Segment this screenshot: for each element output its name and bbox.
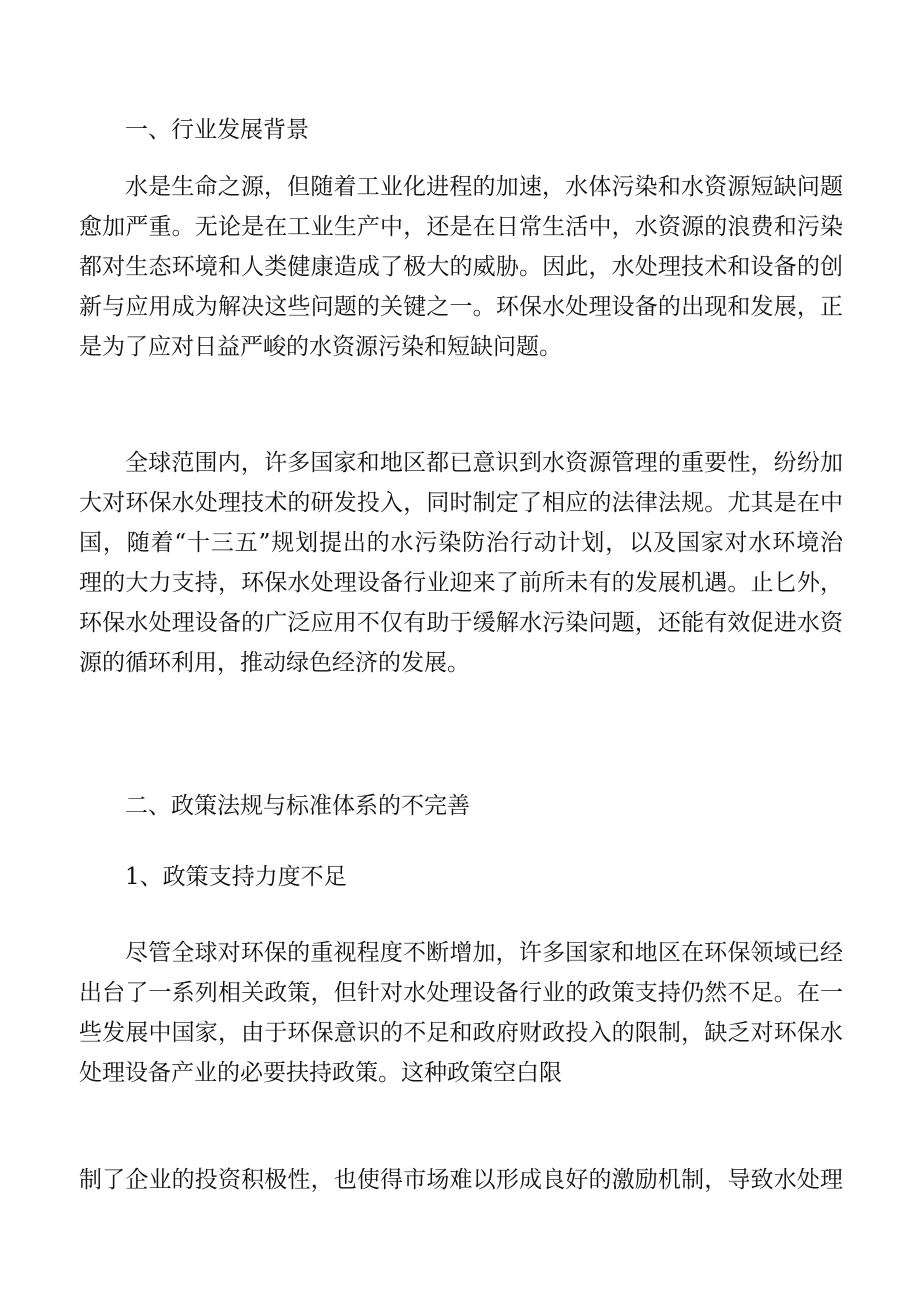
text-line: 全球范围内，许多国家和地区都已意识到水资源管理的重要性，纷纷加 <box>125 450 843 476</box>
paragraph-insufficient-support <box>79 933 843 1093</box>
paragraph-continuation <box>79 1160 843 1200</box>
text-line: 都对生态环境和人类健康造成了极大的威胁。因此，水处理技术和设备的创 <box>79 254 843 280</box>
text-line: 出台了一系列相关政策，但针对水处理设备行业的政策支持仍然不足。在一 <box>79 980 843 1006</box>
section-heading-policy-regulation: 二、政策法规与标准体系的不完善 <box>125 793 470 819</box>
text-line: 是为了应对日益严峻的水资源污染和短缺问题。 <box>79 334 562 360</box>
section-heading-industry-background: 一、行业发展背景 <box>125 117 309 143</box>
text-line: 源的循环利用，推动绿色经济的发展。 <box>79 650 470 676</box>
text-line: 水是生命之源，但随着工业化进程的加速，水体污染和水资源短缺问题 <box>125 174 843 200</box>
text-line: 愈加严重。无论是在工业生产中，还是在日常生活中，水资源的浪费和污染 <box>79 214 843 240</box>
paragraph-water-crisis <box>79 167 843 367</box>
text-line: 些发展中国家，由于环保意识的不足和政府财政投入的限制，缺乏对环保水 <box>79 1020 843 1046</box>
text-line: 环保水处理设备的广泛应用不仅有助于缓解水污染问题，还能有效促进水资 <box>79 610 843 636</box>
subsection-heading-policy-support: 1、政策支持力度不足 <box>125 864 347 890</box>
text-line: 国，随着“十三五”规划提出的水污染防治行动计划，以及国家对水环境治 <box>79 530 843 556</box>
document-page <box>79 0 843 1301</box>
text-line: 尽管全球对环保的重视程度不断增加，许多国家和地区在环保领域已经 <box>125 940 843 966</box>
text-line: 大对环保水处理技术的研发投入，同时制定了相应的法律法规。尤其是在中 <box>79 490 843 516</box>
text-line: 新与应用成为解决这些问题的关键之一。环保水处理设备的出现和发展，正 <box>79 294 843 320</box>
text-line: 处理设备产业的必要扶持政策。这种政策空白限 <box>79 1060 562 1086</box>
paragraph-global-policy <box>79 443 843 683</box>
text-line: 理的大力支持，环保水处理设备行业迎来了前所未有的发展机遇。止匕外， <box>79 570 843 596</box>
text-line: 制了企业的投资积极性，也使得市场难以形成良好的激励机制，导致水处理 <box>79 1167 843 1193</box>
